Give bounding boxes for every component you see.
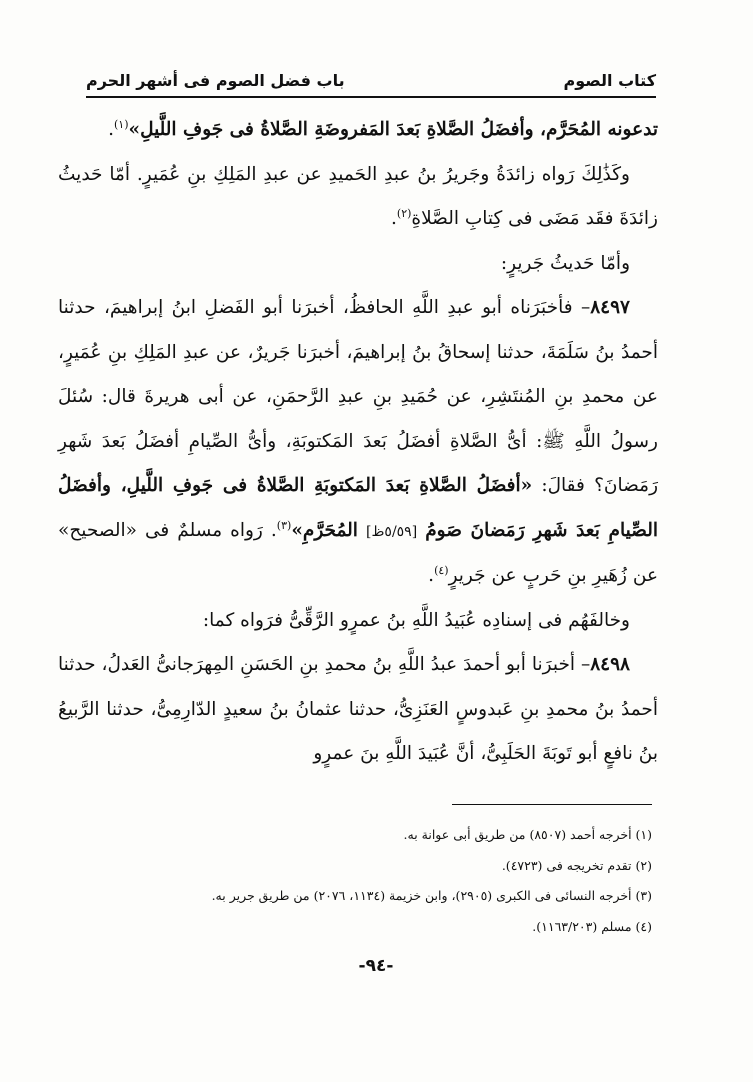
- footnote-ref-2: (٢): [396, 206, 412, 220]
- running-header: [86, 62, 656, 98]
- chapter-title: باب فضل الصوم فى أشهر الحرم: [86, 71, 345, 90]
- footnote-3: (٣) أخرجه النسائى فى الكبرى (٢٩٠٥)، وابن خزيمة (١١٣٤، ٢٠٧٦) من طريق جرير به.: [211, 888, 652, 903]
- footnote-separator: [452, 804, 652, 805]
- book-title: كتاب الصوم: [563, 71, 656, 90]
- manuscript-ref: [٥/٥٩ظ]: [366, 523, 418, 540]
- footnote-ref-4: (٤): [434, 563, 449, 577]
- footnotes: [60, 820, 652, 942]
- hadith-number: ٨٤٩٧: [590, 297, 630, 318]
- hadith-quote: «أفضَلُ الصَّلاةِ بَعدَ المَكتوبَةِ الصَّلاةُ فى جَوفِ اللَّيلِ، وأفضَلُ الصِّيامِ بَعدَ شَهرِ رَمَضانَ صَومُ: [58, 475, 658, 541]
- footnote-2: (٢) تقدم تخريجه فى (٤٧٢٣).: [501, 857, 652, 873]
- hadith-8498: ٨٤٩٨– أخبرَنا أبو أحمدَ عبدُ اللَّهِ بنُ محمدِ بنِ الحَسَنِ المِهرَجانىُّ العَدلُ، حدثنا أحمدُ بنُ محمدِ بنِ عَبدوسٍ العَنَزِىُّ، حدثنا عثمانُ بنُ سعيدٍ الدّارِمِىُّ، حدثنا الرَّبيعُ بنُ نافعٍ أبو تَوبَةَ الحَلَبِىُّ، أنَّ عُبَيدَ اللَّهِ بنَ عمرٍو: [58, 654, 658, 764]
- footnote-ref-1: (١): [114, 117, 129, 131]
- hadith-quote-end: تدعونه المُحَرَّم، وأفضَلُ الصَّلاةِ بَعدَ المَفروضَةِ الصَّلاةُ فى جَوفِ اللَّيلِ»: [128, 119, 658, 140]
- footnote-4: (٤) مسلم (١١٦٣/٢٠٣).: [532, 918, 652, 934]
- hadith-8497: ٨٤٩٧– فأخبَرَناه أبو عبدِ اللَّهِ الحافظُ، أخبرَنا أبو الفَضلِ ابنُ إبراهيمَ، حدثنا أحمدُ بنُ سَلَمَةَ، حدثنا إسحاقُ بنُ إبراهيمَ، أخبرَنا جَريرٌ، عن عبدِ المَلِكِ بنِ عُمَيرٍ، عن محمدِ بنِ المُنتَشِرِ، عن حُمَيدِ بنِ عبدِ الرَّحمَنِ، عن أبى هريرةَ قال: سُئلَ رسولُ اللَّهِ ﷺ: أىُّ الصَّلاةِ أفضَلُ بَعدَ المَكتوبَةِ، وأىُّ الصِّيامِ أفضَلُ بَعدَ شَهرِ رَمَضانَ؟ فقالَ: «أفضَلُ الصَّلاةِ بَعدَ المَكتوبَةِ الصَّلاةُ فى جَوفِ اللَّيلِ، وأفضَلُ الصِّيامِ بَعدَ شَهرِ رَمَضانَ صَومُ [٥/٥٩ظ] المُحَرَّمِ»$^{(٣)}$. رَواه مسلمٌ فى «الصحيح» عن زُهَيرِ بنِ حَربٍ عن جَريرٍ$^{(٤)}$.: [58, 297, 658, 586]
- paragraph-1: تدعونه المُحَرَّم، وأفضَلُ الصَّلاةِ بَعدَ المَفروضَةِ الصَّلاةُ فى جَوفِ اللَّيلِ»$^{(١)}$.: [108, 117, 658, 140]
- footnote-ref-3: (٣): [276, 518, 292, 532]
- hadith-number: ٨٤٩٨: [590, 654, 630, 675]
- main-text: [58, 108, 658, 777]
- footnote-1: (١) أخرجه أحمد (٨٥٠٧) من طريق أبى عوانة به.: [403, 827, 652, 842]
- paragraph-2: وكَذَٰلِكَ رَواه زائدَةُ وجَريرُ بنُ عبدِ الحَميدِ عن عبدِ المَلِكِ بنِ عُمَيرٍ. أمّا حَديثُ زائدَةَ فقَد مَضَى فى كِتابِ الصَّلاةِ$^{(٢)}$.: [58, 163, 658, 229]
- paragraph-5: وخالفَهُم فى إسنادِه عُبَيدُ اللَّهِ بنُ عمرٍو الرَّقِّىُّ فرَواه كما:: [202, 609, 630, 631]
- page-number: -٩٤-: [358, 956, 394, 976]
- paragraph-3: وأمّا حَديثُ جَريرٍ:: [500, 252, 630, 274]
